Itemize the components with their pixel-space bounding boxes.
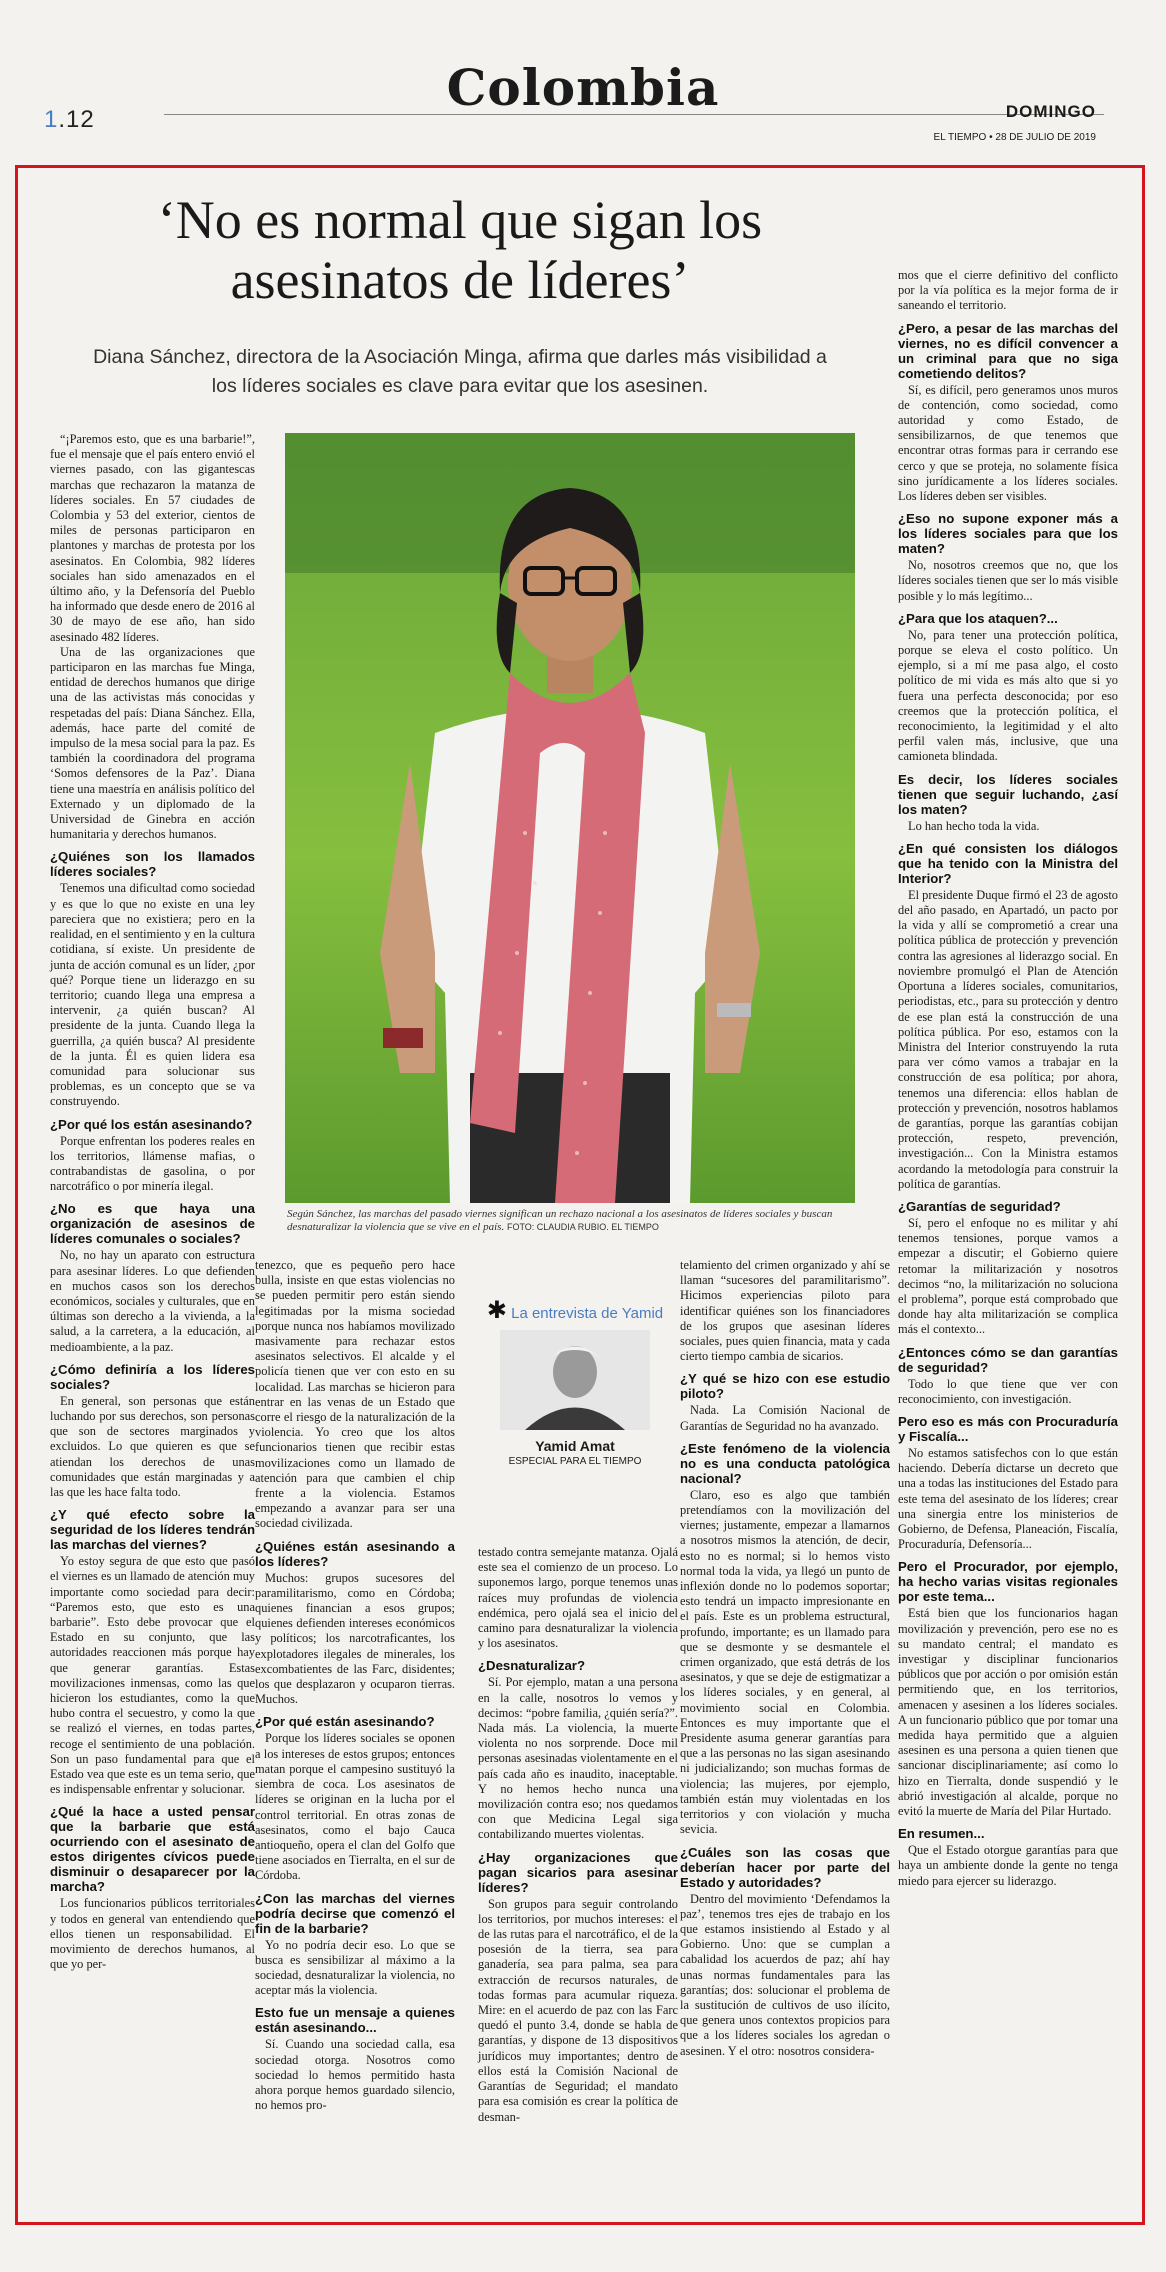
- badge-label: La entrevista de Yamid: [511, 1305, 664, 1322]
- question: ¿En qué consisten los diálogos que ha tenido con la Ministra del Interior?: [898, 840, 1118, 886]
- answer: Sí, pero el enfoque no es militar y ahí tenemos tensiones, porque vamos a empezar a discutir; el Gobierno quiere retomar la militarización y nosotros decimos “no, la militarización no soluciona el problema”, porque está comprobado que donde hay alta militarización se complica más el contexto...: [898, 1215, 1118, 1337]
- answer: Que el Estado otorgue garantías para que haya un ambiente donde la gente no tenga miedo para ejercer su liderazgo.: [898, 1843, 1118, 1888]
- answer: Sí. Cuando una sociedad calla, esa sociedad otorga. Nosotros como sociedad lo hemos permitido hasta ahora porque hemos guardado silencio, no hemos pro-: [255, 2037, 455, 2113]
- question: ¿Entonces cómo se dan garantías de seguridad?: [898, 1344, 1118, 1375]
- answer: Porque los líderes sociales se oponen a los intereses de estos grupos; entonces matan porque el campesino sustituyó la siembra de coca. Los asesinatos de líderes se originan en la lucha por el control territorial. En otras zonas de asesinatos, como el bajo Cauca antioqueño, opera el clan del Golfo que tiene asociados en Tierralta, en el sur de Córdoba.: [255, 1731, 455, 1883]
- intro-paragraph: Una de las organizaciones que participaron en las marchas fue Minga, entidad de derechos humanos que dirige una de las activistas más conocidas y respetadas del país: Diana Sánchez. Ella, además, hace parte del comité de impulso de la mesa social para la paz. Es también la coordinadora del programa ‘Somos defensores de la Paz’. Diana tiene una maestría en análisis político del Externado y un diplomado de la Universidad de Ginebra en acción humanitaria y derechos humanos.: [50, 644, 255, 842]
- question: ¿Por qué los están asesinando?: [50, 1116, 253, 1132]
- page-number: [44, 106, 95, 134]
- interview-badge: [480, 1296, 670, 1526]
- answer: Dentro del movimiento ‘Defendamos la paz’, tenemos tres ejes de trabajo en los que estamos insistiendo al Estado y al Gobierno. Uno: que se cumplan a cabalidad los acuerdos de paz; ahí hay unas normas fundamentales para las garantías; dos: solucionar el problema de la sustitución de cultivos de uso ilícito, que genera unos contextos propicios para que a los líderes sociales los agredan o asesinen. Y el otro: nosotros considera-: [680, 1891, 890, 2058]
- photo-caption: [287, 1208, 857, 1234]
- answer: Lo han hecho toda la vida.: [908, 818, 1040, 833]
- question: ¿Qué la hace a usted pensar que la barbarie que está ocurriendo con el asesinato de estos dirigentes cívicos puede disminuir o desaparecer por la marcha?: [50, 1804, 255, 1895]
- question: ¿Por qué están asesinando?: [255, 1714, 435, 1730]
- asterisk-icon: ✱: [486, 1297, 507, 1324]
- page-prefix: 1: [44, 106, 59, 133]
- continuation-text: telamiento del crimen organizado y ahí se llaman “sucesores del paramilitarismo”. Hicimos experiencias piloto para identificar quiénes son los financiadores de los grupos que asesinan líderes sociales, pues quien financia, mata y cada cierto tiempo cambia de sicarios.: [680, 1258, 890, 1364]
- answer: Los funcionarios públicos territoriales y todos en general van entendiendo que ellos tienen un responsabilidad. El movimiento de derechos humanos, al que yo per-: [50, 1896, 255, 1972]
- header-date: EL TIEMPO • 28 DE JULIO DE 2019: [933, 132, 1096, 143]
- author-name: Yamid Amat: [535, 1438, 615, 1454]
- page-suffix: .12: [58, 106, 95, 133]
- answer: No, nosotros creemos que no, que los líderes sociales tienen que ser lo más visible posible y lo más legítimo...: [898, 558, 1118, 603]
- answer: Está bien que los funcionarios hagan movilización y prevención, pero ese no es su mandato central; el mandato es investigar y disciplinar funcionarios públicos que por acción o por omisión están permitiendo que, en los territorios, amenacen y asesinen a los líderes sociales. A un funcionario público que por tomar una medida haya permitido que a alguien asesinen es una persona a quien tienen que sancionar disciplinariamente; así como lo hizo en Tierralta, donde suspendió y le abrió investigación al alcalde, porque no evitó la muerte de María del Pilar Hurtado.: [898, 1606, 1118, 1819]
- question: ¿Con las marchas del viernes podría decirse que comenzó el fin de la barbarie?: [255, 1890, 455, 1936]
- author-portrait-illustration: [500, 1330, 650, 1430]
- author-role: ESPECIAL PARA EL TIEMPO: [508, 1456, 642, 1467]
- question: ¿Desnaturalizar?: [478, 1658, 585, 1674]
- answer: Nada. La Comisión Nacional de Garantías de Seguridad no ha avanzado.: [680, 1403, 890, 1433]
- answer: En general, son personas que están luchando por sus derechos, son personas que son de sectores marginados y excluidos. Lo que quieren es que se atiendan los derechos de unas comunidades que están marginadas y a las que les hace falta todo.: [50, 1393, 255, 1499]
- answer: Sí. Por ejemplo, matan a una persona en la calle, nosotros lo vemos y decimos: “pobre familia, ¿quién sería?”. Nada más. La violencia, la muerte violenta no nos sorprende. Doce mil personas asesinadas violentamente en el país cada año es inaudito, inaceptable. Y no hemos hecho nunca una movilización contra eso; nos quedamos con que Medicina Legal siga contabilizando muertes violentas.: [478, 1675, 678, 1842]
- headline: ‘No es normal que sigan los asesinatos de líderes’: [157, 190, 763, 310]
- column-2: [255, 1258, 455, 2113]
- portrait-illustration: [285, 433, 855, 1203]
- question: ¿Cómo definiría a los líderes sociales?: [50, 1361, 255, 1392]
- header-rule: [164, 114, 1104, 115]
- question: ¿Quiénes son los llamados líderes sociales?: [50, 849, 255, 880]
- question: ¿No es que haya una organización de asesinos de líderes comunales o sociales?: [50, 1201, 255, 1247]
- question: ¿Y qué se hizo con ese estudio piloto?: [680, 1371, 890, 1402]
- continuation-text: testado contra semejante matanza. Ojalá este sea el comienzo de un proceso. Lo suponemos largo, porque tenemos unas raíces muy profundas de violencia endémica, pero ojalá sea el inicio del camino para desnaturalizar la violencia y los asesinatos.: [478, 1545, 678, 1651]
- question: Pero el Procurador, por ejemplo, ha hecho varias visitas regionales por este tema...: [898, 1559, 1118, 1605]
- question: Pero eso es más con Procuraduría y Fiscalía...: [898, 1413, 1118, 1444]
- answer: Yo no podría decir eso. Lo que se busca es sensibilizar al máximo a la sociedad, desnaturalizar la violencia, no aceptar más la violencia.: [255, 1937, 455, 1998]
- answer: No, para tener una protección política, porque se eleva el costo político. Un ejemplo, si a mí me pasa algo, el costo político de mi vida es más alto que si yo fuera una perfecta desconocida; por eso creemos que la protección política, el reconocimiento, la legitimidad y el alto perfil valen más, inclusive, que una camioneta blindada.: [898, 627, 1118, 764]
- question: ¿Cuáles son las cosas que deberían hacer por parte del Estado y autoridades?: [680, 1844, 890, 1890]
- question: ¿Garantías de seguridad?: [898, 1198, 1061, 1214]
- answer: No, no hay un aparato con estructura para asesinar líderes. Lo que defienden en muchos casos son los derechos económicos, sociales y culturales, que en últimas son derecho a la vivienda, a la salud, a la carretera, a la educación, al medioambiente, a la paz.: [50, 1248, 255, 1354]
- lede: Diana Sánchez, directora de la Asociación Minga, afirma que darles más visibilidad a los líderes sociales es clave para evitar que los asesinen.: [93, 346, 827, 397]
- column-4: [680, 1258, 890, 2059]
- portrait-photo: [285, 433, 855, 1203]
- badge-label-row: [480, 1297, 670, 1324]
- header-day: DOMINGO: [1005, 102, 1096, 121]
- answer: Tenemos una dificultad como sociedad y es que lo que no existe en una ley pareciera que no existiera; pero en la realidad, en el sentimiento y en la cultura cotidiana, sí existe. Un presidente de junta de acción comunal es un líder, ¿por qué? Porque tiene un liderazgo en su territorio; cuando llega una empresa a intervenir, ¿a quién buscan? Al presidente de la junta. Cuando llega la guerrilla, ¿a quién busca? Al presidente de la junta. Él es quien lidera esa comunidad para solucionar sus problemas, es un concepto que se va construyendo.: [50, 881, 255, 1109]
- answer: No estamos satisfechos con lo que están haciendo. Debería dictarse un decreto que una a todas las instituciones del Estado para este tema del asesinato de los líderes; crear una sinergia entre los ministerios de Gobierno, de Defensa, Planeación, Fiscalía, Procuraduría, Defensoría...: [898, 1445, 1118, 1552]
- answer: Muchos: grupos sucesores del paramilitarismo, como en Córdoba; quienes financian a esos grupos; quienes defienden intereses económicos y políticos; los narcotraficantes, los explotadores ilegales de minerales, los excombatientes de las Farc, disidentes; los que desplazaron y ocuparon tierras. Muchos.: [255, 1570, 455, 1707]
- answer: Yo estoy segura de que esto que pasó el viernes es un llamado de atención muy importante como sociedad para decir: “Paremos esto, que esto es una barbarie”. Esto debe provocar que el Estado en su conjunto, que las autoridades reaccionen más porque hay que generar garantías. Estas movilizaciones inmensas, como las que hicieron los estudiantes, como la que hubo contra el secuestro, y como la que se realizó el viernes, en todas partes, recoge el sentimiento de una población. Son un paso fundamental para que el Estado vea que este es un tema serio, que es indispensable enfrentar y solucionar.: [50, 1554, 255, 1797]
- answer: Porque enfrentan los poderes reales en los territorios, llámense mafias, o contrabandistas de gasolina, o por narcotráfico o por minería ilegal.: [50, 1133, 255, 1194]
- continuation-text: tenezco, que es pequeño pero hace bulla, insiste en que estas violencias no se pueden permitir pero están siendo legitimadas por la misma sociedad porque nunca nos habíamos movilizado masivamente para rechazar estos asesinatos selectivos. El alcalde y el policía tienen que ver con esto en su localidad. Las marchas se hicieron para entrar en las venas de un Estado que corre el riesgo de la naturalización de la violencia. Yo creo que los altos funcionarios tienen que recibir estas movilizaciones como un llamado de atención para que cambien el chip frente a la violencia. Estamos empezando a avanzar para ser una sociedad civilizada.: [255, 1258, 455, 1531]
- answer: Claro, eso es algo que también pretendíamos con la movilización del viernes; justamente, empezar a llamarnos a nosotros mismos la atención, de decir, esto no es normal; si lo hemos visto normal toda la vida, ya llegó un punto de inflexión donde no lo podemos soportar; esto tendrá un impacto impresionante en el país. Este es un problema estructural, profundo, importante; es un llamado para que se desmonte y se desmantele el crimen organizado, que está detrás de los asesinatos, y que se deje de estigmatizar a los líderes sociales, y en general, al movimiento social en Colombia. Entonces es muy importante que el Presidente asuma generar garantías para que a las personas no las sigan asesinando ni judicializando; son muchas formas de violencia; las mujeres, por ejemplo, también están muy violentadas en los territorios y con violación y mucha sevicia.: [680, 1487, 890, 1837]
- question: Es decir, los líderes sociales tienen que seguir luchando, ¿así los maten?: [898, 771, 1118, 817]
- question: En resumen...: [898, 1826, 985, 1842]
- photo-credit: FOTO: CLAUDIA RUBIO. EL TIEMPO: [506, 1222, 659, 1232]
- answer: Sí, es difícil, pero generamos unos muros de contención, como sociedad, como autoridad y como Estado, de sensibilizarnos, de que tenemos que encontrar otras formas para ir cerrando ese cerco y que se proteja, no solamente física sino jurídicamente a los líderes sociales. Los líderes deben ser visibles.: [898, 382, 1118, 504]
- question: ¿Pero, a pesar de las marchas del viernes, no es difícil convencer a un criminal para que no siga cometiendo delitos?: [898, 320, 1118, 381]
- question: ¿Este fenómeno de la violencia no es una conducta patológica nacional?: [680, 1440, 890, 1486]
- question: ¿Hay organizaciones que pagan sicarios para asesinar líderes?: [478, 1849, 678, 1895]
- answer: Todo lo que tiene que ver con reconocimiento, con investigación.: [898, 1376, 1118, 1406]
- caption-text: Según Sánchez, las marchas del pasado viernes significan un rechazo nacional a los asesinatos de líderes sociales y buscan desnaturalizar la violencia que se vive en el país.: [287, 1208, 833, 1233]
- answer: Son grupos para seguir controlando los territorios, por muchos intereses: el de las rutas para el narcotráfico, el de la posesión de la tierra, sea para ganadería, sea para palma, sea para extracción de recursos naturales, de todas formas para acumular riqueza. Mire: en el acuerdo de paz con las Farc quedó el punto 3.4, donde se habla de garantías, y dispone de 13 dispositivos jurídicos muy importantes; dentro de ellos está la Comisión Nacional de Garantías de Seguridad; el mandato para esa comisión es crear la política de desman-: [478, 1896, 678, 2124]
- continuation-text: mos que el cierre definitivo del conflicto por la vía política es la mejor forma de ir saneando el territorio.: [898, 268, 1118, 313]
- answer: El presidente Duque firmó el 23 de agosto del año pasado, en Apartadó, un pacto por la vida y allí se comprometió a crear una política pública de protección y prevención contra las agresiones al liderazgo social. En noviembre promulgó el Plan de Atención Oportuna a líderes sociales, comunitarios, periodistas, etc., para su protección y dentro de ese plan está la construcción de una política pública. Por eso, estamos con la Ministra del Interior construyendo la ruta para ver cómo vamos a trabajar en la construcción de esa política; por ahora, tenemos una diferencia: ellos hablan de protección y prevención, nosotros hablamos de garantías, porque las garantías cobijan protección, respeto, prevención, investigación... Con la Ministra estamos acordando la metodología para construir la política de garantías.: [898, 887, 1118, 1191]
- section-title: Colombia: [446, 58, 720, 117]
- intro-paragraph: “¡Paremos esto, que es una barbarie!”, fue el mensaje que el país entero envió el viernes pasado, con las gigantescas marchas que rechazaron la matanza de líderes sociales. En 57 ciudades de Colombia y 53 del exterior, cientos de miles de personas participaron en plantones y marchas de protesta por los asesinatos. En Colombia, 982 líderes sociales han sido amenazados en el último año, y la Defensoría del Pueblo ha informado que desde enero de 2016 al 30 de mayo de ese año, han sido asesinado 482 líderes.: [50, 432, 255, 644]
- column-5: [898, 268, 1118, 1889]
- question: Esto fue un mensaje a quienes están asesinando...: [255, 2005, 455, 2036]
- question: ¿Eso no supone exponer más a los líderes sociales para que los maten?: [898, 511, 1118, 557]
- author-portrait: [500, 1330, 650, 1430]
- column-3: [478, 1545, 678, 2125]
- question: ¿Para que los ataquen?...: [898, 610, 1058, 626]
- column-1: [50, 432, 255, 1972]
- question: ¿Quiénes están asesinando a los líderes?: [255, 1538, 455, 1569]
- question: ¿Y qué efecto sobre la seguridad de los líderes tendrán las marchas del viernes?: [50, 1507, 255, 1553]
